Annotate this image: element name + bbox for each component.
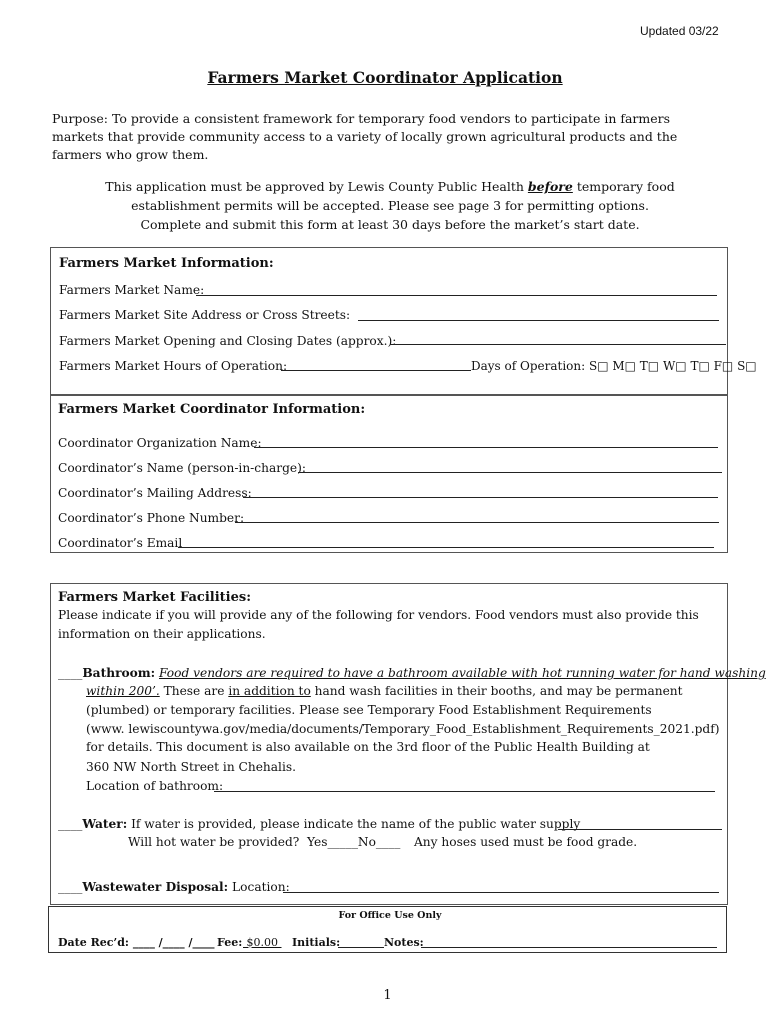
bathroom-check-blank[interactable]: ____ <box>58 666 83 680</box>
updated-date: Updated 03/22 <box>640 24 719 38</box>
coordinator-org-field[interactable] <box>254 435 718 448</box>
facilities-intro: information on their applications. <box>58 627 266 641</box>
bathroom-text: hand wash facilities in their booths, and may be permanent <box>310 684 683 698</box>
market-name-label: Farmers Market Name: <box>59 283 205 297</box>
bathroom-text: These are <box>159 684 229 698</box>
bathroom-location-field[interactable] <box>214 779 715 792</box>
bathroom-line3: (plumbed) or temporary facilities. Please see Temporary Food Establishment Requirements <box>86 703 652 717</box>
approval-text: temporary food <box>572 179 675 194</box>
water-label: Water: <box>82 817 128 831</box>
office-initials-field[interactable] <box>338 936 384 948</box>
water-text: If water is provided, please indicate the name of the public water supply <box>127 817 581 831</box>
bathroom-location-label: Location of bathroom: <box>86 779 224 793</box>
coordinator-email-label: Coordinator’s Email <box>58 536 183 550</box>
office-fee-label: Fee: <box>217 936 243 949</box>
wastewater-line <box>58 880 290 894</box>
office-date-received: Date Rec’d: ____ /____ /____ <box>58 936 215 949</box>
bathroom-line6: 360 NW North Street in Chehalis. <box>86 760 296 774</box>
market-days-label[interactable]: Days of Operation: S□ M□ T□ W□ T□ F□ S□ <box>471 359 757 373</box>
approval-notice-line3: Complete and submit this form at least 30 days before the market’s start date. <box>140 217 640 232</box>
hot-water-yes-no[interactable]: Yes_____No____ <box>307 835 401 849</box>
market-hours-label: Farmers Market Hours of Operation: <box>59 359 288 373</box>
office-fee-value <box>243 936 282 949</box>
coordinator-info-heading: Farmers Market Coordinator Information: <box>58 402 366 417</box>
office-notes-field[interactable] <box>421 936 717 948</box>
approval-text: This application must be approved by Lewis County Public Health <box>105 179 528 194</box>
wastewater-location-field[interactable] <box>283 880 719 893</box>
bathroom-label: Bathroom: <box>82 666 156 680</box>
bathroom-line1 <box>58 666 766 680</box>
purpose-line: farmers who grow them. <box>52 147 209 162</box>
market-address-label: Farmers Market Site Address or Cross Streets: <box>59 308 351 322</box>
coordinator-phone-label: Coordinator’s Phone Number: <box>58 511 245 525</box>
page-title: Farmers Market Coordinator Application <box>207 68 563 87</box>
wastewater-check-blank[interactable]: ____ <box>58 880 83 894</box>
bathroom-line4: (www. lewiscountywa.gov/media/documents/Temporary_Food_Establishment_Requirements_2021.pdf) <box>86 722 720 736</box>
coordinator-name-field[interactable] <box>298 460 722 473</box>
approval-notice-line1 <box>0 179 770 194</box>
office-initials-label: Initials: <box>292 936 341 949</box>
bathroom-requirement: Food vendors are required to have a bathroom available with hot running water for hand washing <box>159 666 766 680</box>
bathroom-requirement: within 200’. <box>86 684 160 698</box>
market-hours-field[interactable] <box>281 358 471 371</box>
coordinator-mail-field[interactable] <box>243 485 718 498</box>
bathroom-line5: for details. This document is also available on the 3rd floor of the Public Health Building at <box>86 740 650 754</box>
coordinator-mail-label: Coordinator’s Mailing Address: <box>58 486 252 500</box>
approval-notice-line2: establishment permits will be accepted. Please see page 3 for permitting options. <box>131 198 649 213</box>
wastewater-location-label: Location: <box>228 880 290 894</box>
office-use-heading: For Office Use Only <box>338 910 442 921</box>
bathroom-line2 <box>86 684 683 698</box>
market-dates-field[interactable] <box>390 332 726 345</box>
market-dates-label: Farmers Market Opening and Closing Dates (approx.): <box>59 334 397 348</box>
coordinator-name-label: Coordinator’s Name (person-in-charge): <box>58 461 306 475</box>
purpose-line: Purpose: To provide a consistent framework for temporary food vendors to participate in farmers <box>52 111 671 126</box>
coordinator-org-label: Coordinator Organization Name: <box>58 436 262 450</box>
facilities-heading: Farmers Market Facilities: <box>58 590 251 605</box>
page-number: 1 <box>383 988 392 1003</box>
bathroom-text-underlined: in addition to <box>228 684 311 698</box>
market-name-field[interactable] <box>196 283 717 296</box>
hoses-note: Any hoses used must be food grade. <box>414 835 638 849</box>
market-info-heading: Farmers Market Information: <box>59 256 274 271</box>
water-line1 <box>58 817 580 831</box>
coordinator-phone-field[interactable] <box>235 510 719 523</box>
water-supply-field[interactable] <box>558 817 722 830</box>
office-notes-label: Notes: <box>384 936 424 949</box>
market-address-field[interactable] <box>358 308 719 321</box>
wastewater-label: Wastewater Disposal: <box>82 880 229 894</box>
facilities-intro: Please indicate if you will provide any of the following for vendors. Food vendors must also provide this <box>58 608 699 622</box>
hot-water-label: Will hot water be provided? <box>128 835 300 849</box>
purpose-line: markets that provide community access to a variety of locally grown agricultural products and the <box>52 129 678 144</box>
water-check-blank[interactable]: ____ <box>58 817 83 831</box>
coordinator-email-field[interactable] <box>178 535 714 548</box>
approval-emphasis: before <box>527 179 573 194</box>
fee-amount: $0.00 <box>246 936 278 949</box>
